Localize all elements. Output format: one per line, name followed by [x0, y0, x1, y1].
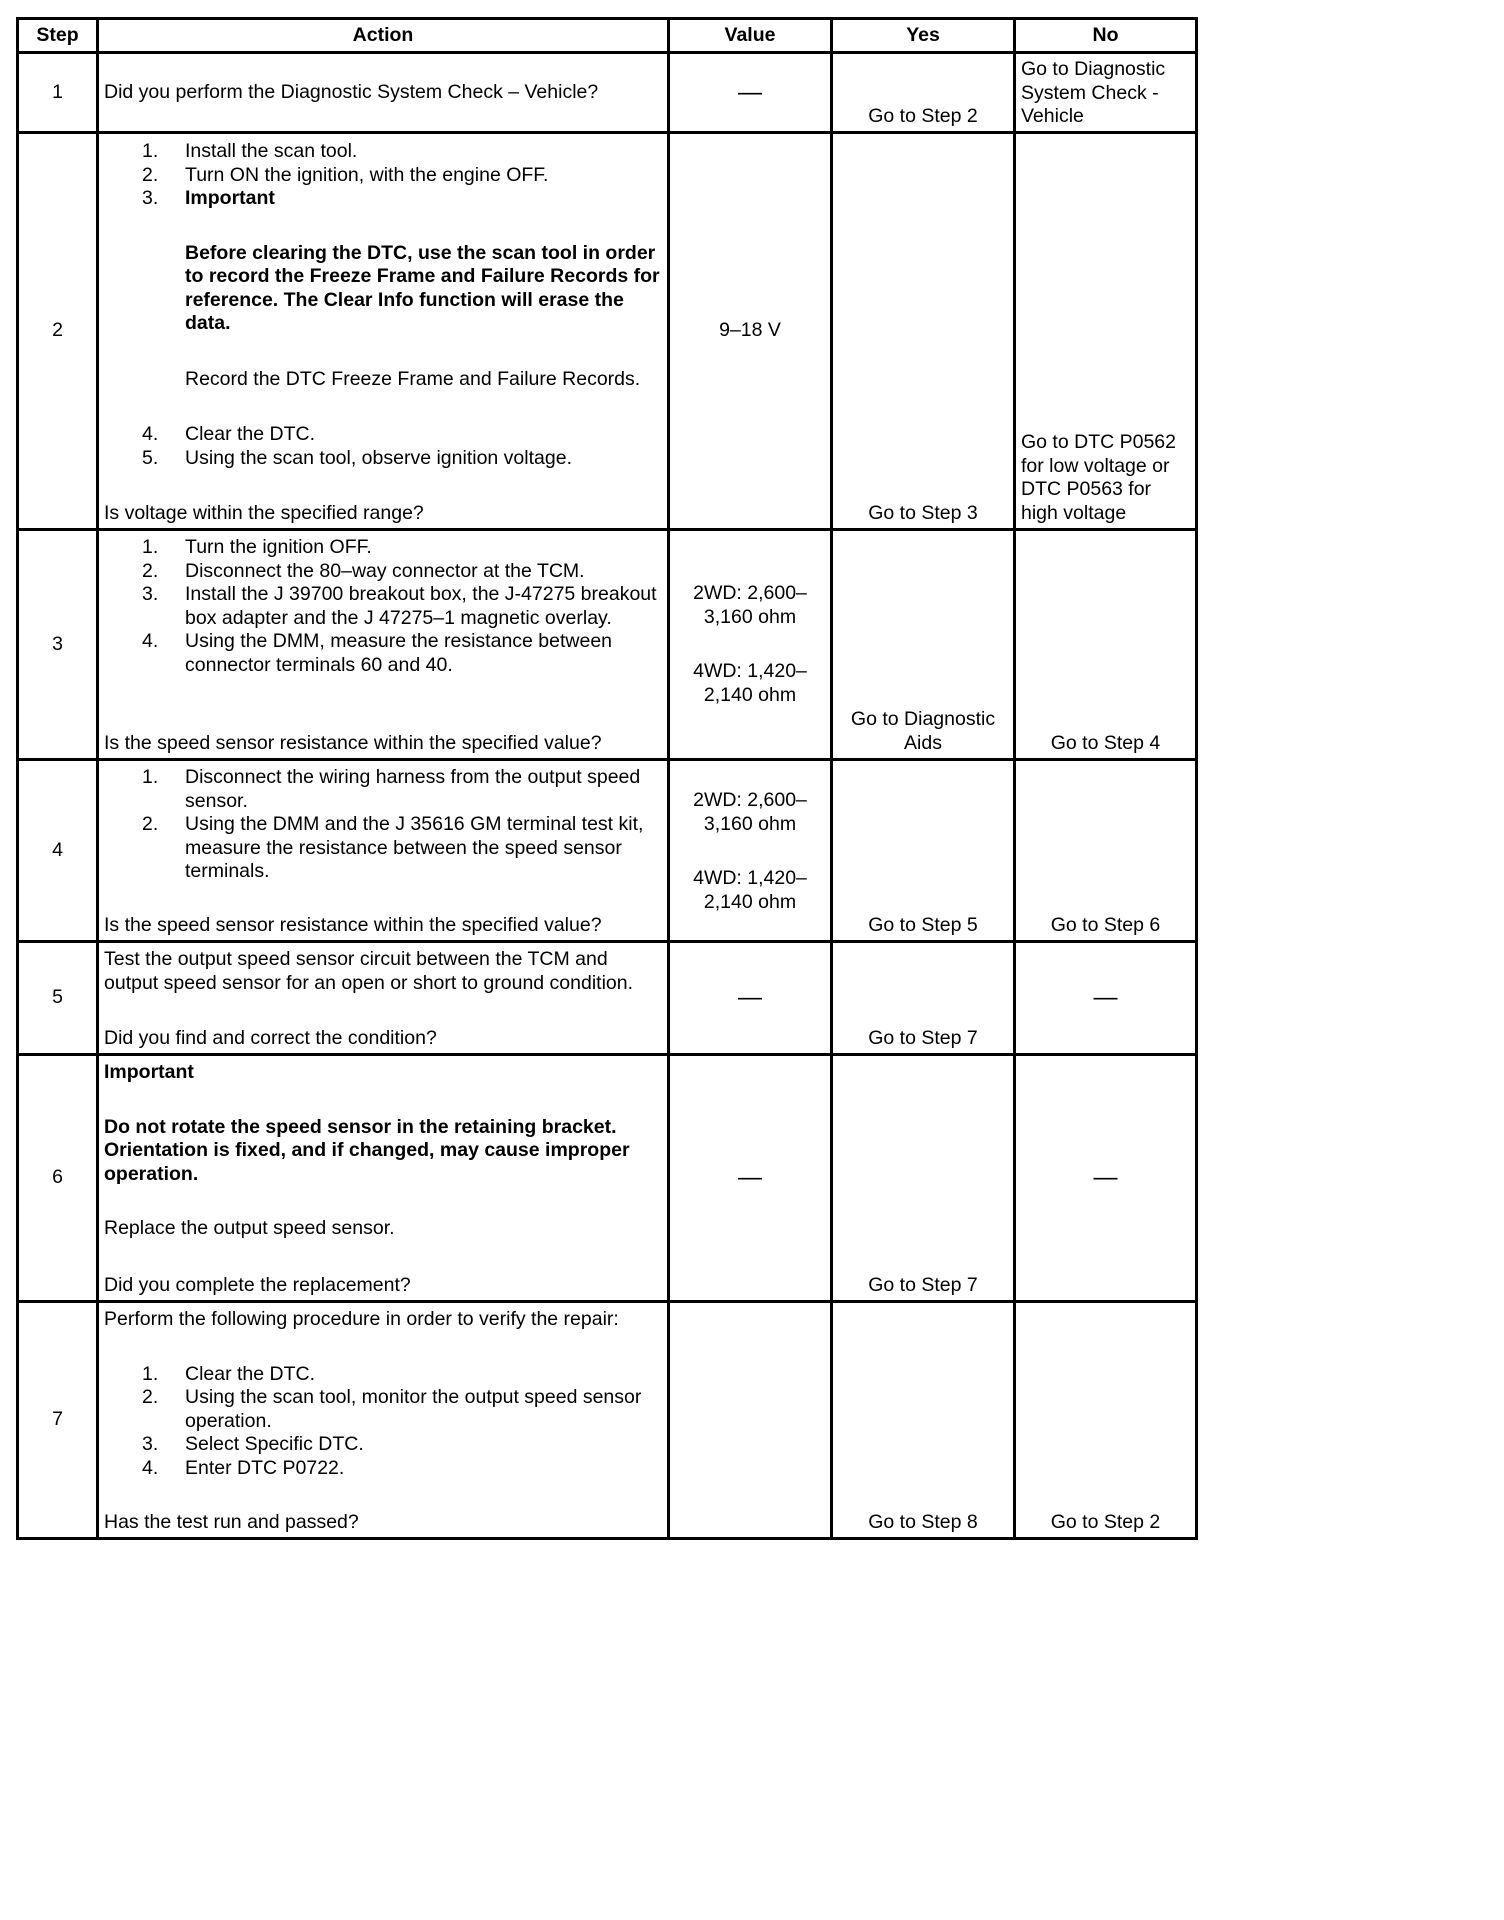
value-2wd: 2WD: 2,600–3,160 ohm	[693, 582, 807, 628]
value-2wd: 2WD: 2,600–3,160 ohm	[693, 789, 807, 835]
diagnostic-table	[16, 17, 1198, 1540]
action-question: Is the speed sensor resistance within the specified value?	[104, 913, 602, 936]
list-item: 2. Disconnect the 80–way connector at the TCM.	[142, 559, 585, 582]
value-cell: 9–18 V	[669, 133, 832, 530]
list-item: 1. Clear the DTC.	[142, 1362, 316, 1385]
action-question: Did you perform the Diagnostic System Check – Vehicle?	[104, 80, 599, 103]
action-question: Is the speed sensor resistance within the specified value?	[104, 731, 602, 754]
yes-cell	[832, 53, 1015, 133]
value-4wd: 4WD: 1,420–2,140 ohm	[693, 867, 807, 913]
table-row-step-5	[18, 942, 1197, 1055]
no-cell	[1015, 760, 1197, 942]
step-number: 6	[18, 1055, 98, 1302]
header-step: Step	[18, 19, 98, 53]
action-cell	[98, 942, 669, 1055]
important-note: Before clearing the DTC, use the scan tool in order to record the Freeze Frame and Failure Records for reference. The Clear Info function will erase the data.	[185, 241, 660, 334]
yes-cell	[832, 1302, 1015, 1539]
yes-cell	[832, 133, 1015, 530]
action-steps	[104, 423, 661, 470]
table-row-step-7	[18, 1302, 1197, 1539]
yes-cell	[832, 1055, 1015, 1302]
action-cell	[98, 1055, 669, 1302]
action-cell	[98, 760, 669, 942]
value-cell: —	[669, 53, 832, 133]
value-4wd: 4WD: 1,420–2,140 ohm	[693, 660, 807, 706]
table-row-step-6	[18, 1055, 1197, 1302]
action-intro: Perform the following procedure in order to verify the repair:	[104, 1308, 619, 1330]
yes-link[interactable]: Go to Diagnostic Aids	[850, 708, 996, 754]
no-link[interactable]: Go to Step 6	[1050, 913, 1161, 936]
list-item: 4. Clear the DTC.	[142, 423, 316, 445]
value-cell: —	[669, 942, 832, 1055]
important-label: Important	[104, 1061, 194, 1083]
list-item: 3. Select Specific DTC.	[142, 1433, 364, 1455]
action-steps	[104, 536, 661, 677]
header-value: Value	[669, 19, 832, 53]
table-row-step-2	[18, 133, 1197, 530]
no-cell	[1015, 530, 1197, 760]
list-item: 2. Using the scan tool, monitor the output speed sensor operation.	[142, 1386, 642, 1432]
no-link[interactable]: Go to DTC P0562 for low voltage or DTC P0563 for high voltage	[1021, 431, 1176, 524]
no-cell	[1015, 53, 1197, 133]
action-cell	[98, 1302, 669, 1539]
header-row	[18, 19, 1197, 53]
value-cell	[669, 530, 832, 760]
no-cell: —	[1015, 1055, 1197, 1302]
list-item: 2. Using the DMM and the J 35616 GM terminal test kit, measure the resistance between the speed sensor terminals.	[142, 813, 644, 882]
action-question: Is voltage within the specified range?	[104, 501, 424, 524]
list-item: 1. Disconnect the wiring harness from the output speed sensor.	[142, 766, 641, 812]
no-link[interactable]: Go to Step 2	[1050, 1510, 1161, 1533]
yes-link[interactable]: Go to Step 2	[868, 104, 978, 127]
step-number: 7	[18, 1302, 98, 1539]
table-row-step-3	[18, 530, 1197, 760]
action-question: Did you find and correct the condition?	[104, 1026, 437, 1049]
action-text: Replace the output speed sensor.	[104, 1217, 395, 1239]
table-row-step-1	[18, 53, 1197, 133]
list-item: 1. Install the scan tool.	[142, 140, 358, 162]
step-number: 4	[18, 760, 98, 942]
action-steps	[104, 140, 661, 211]
table-row-step-4	[18, 760, 1197, 942]
list-item: 3. Install the J 39700 breakout box, the J-47275 breakout box adapter and the J 47275–1 magnetic overlay.	[142, 583, 657, 629]
step-number: 5	[18, 942, 98, 1055]
yes-link[interactable]: Go to Step 7	[868, 1273, 978, 1296]
list-item: 4. Enter DTC P0722.	[142, 1456, 345, 1479]
action-question: Did you complete the replacement?	[104, 1273, 411, 1296]
yes-link[interactable]: Go to Step 3	[868, 501, 978, 524]
header-no: No	[1015, 19, 1197, 53]
value-cell	[669, 1302, 832, 1539]
action-text: Test the output speed sensor circuit between the TCM and output speed sensor for an open or short to ground condition.	[104, 948, 634, 994]
list-item: 5. Using the scan tool, observe ignition voltage.	[142, 446, 572, 469]
step-number: 3	[18, 530, 98, 760]
value-cell: —	[669, 1055, 832, 1302]
action-cell	[98, 133, 669, 530]
action-cell	[98, 530, 669, 760]
no-link[interactable]: Go to Diagnostic System Check - Vehicle	[1021, 58, 1166, 127]
no-link[interactable]: Go to Step 4	[1050, 731, 1161, 754]
yes-link[interactable]: Go to Step 8	[868, 1510, 978, 1533]
record-instruction: Record the DTC Freeze Frame and Failure Records.	[185, 367, 641, 390]
action-steps	[104, 1363, 661, 1481]
no-cell	[1015, 1302, 1197, 1539]
yes-link[interactable]: Go to Step 7	[868, 1026, 978, 1049]
list-item: 4. Using the DMM, measure the resistance between connector terminals 60 and 40.	[142, 630, 613, 676]
step-number: 1	[18, 53, 98, 133]
header-yes: Yes	[832, 19, 1015, 53]
yes-cell	[832, 760, 1015, 942]
no-cell: —	[1015, 942, 1197, 1055]
yes-cell	[832, 530, 1015, 760]
value-cell	[669, 760, 832, 942]
header-action: Action	[98, 19, 669, 53]
yes-cell	[832, 942, 1015, 1055]
list-item: 3. Important	[142, 187, 275, 209]
action-steps	[104, 766, 661, 884]
yes-link[interactable]: Go to Step 5	[868, 913, 978, 936]
list-item: 2. Turn ON the ignition, with the engine OFF.	[142, 163, 549, 186]
action-question: Has the test run and passed?	[104, 1510, 359, 1533]
no-cell	[1015, 133, 1197, 530]
action-cell	[98, 53, 669, 133]
step-number: 2	[18, 133, 98, 530]
list-item: 1. Turn the ignition OFF.	[142, 536, 372, 558]
important-note: Do not rotate the speed sensor in the retaining bracket. Orientation is fixed, and if changed, may cause improper operation.	[104, 1115, 630, 1185]
